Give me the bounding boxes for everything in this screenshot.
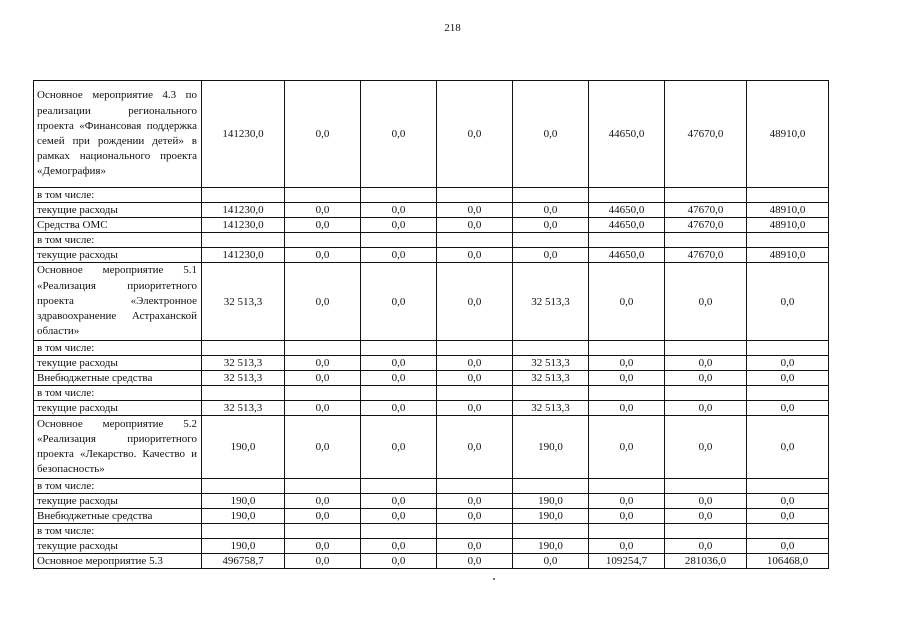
value-cell — [437, 524, 513, 539]
value-cell: 0,0 — [285, 263, 361, 341]
row-name-cell: Основное мероприятие 5.3 — [34, 554, 202, 569]
value-cell: 0,0 — [361, 554, 437, 569]
value-cell: 44650,0 — [589, 218, 665, 233]
value-cell — [285, 479, 361, 494]
value-cell: 0,0 — [361, 218, 437, 233]
row-name-cell: текущие расходы — [34, 248, 202, 263]
value-cell: 0,0 — [665, 263, 747, 341]
value-cell — [202, 479, 285, 494]
row-name-cell: в том числе: — [34, 524, 202, 539]
value-cell — [747, 188, 829, 203]
value-cell: 141230,0 — [202, 81, 285, 188]
value-cell — [747, 479, 829, 494]
value-cell: 0,0 — [437, 539, 513, 554]
row-name-cell: в том числе: — [34, 386, 202, 401]
value-cell: 0,0 — [665, 509, 747, 524]
value-cell: 32 513,3 — [202, 401, 285, 416]
value-cell: 0,0 — [285, 81, 361, 188]
value-cell: 32 513,3 — [202, 263, 285, 341]
row-name-cell: Основное мероприятие 4.3 по реализации регионального проекта «Финансовая поддержка семей при рождении детей» в рамках национального проекта «Демография» — [34, 81, 202, 188]
value-cell: 0,0 — [285, 509, 361, 524]
value-cell — [665, 341, 747, 356]
value-cell: 0,0 — [437, 401, 513, 416]
value-cell: 496758,7 — [202, 554, 285, 569]
table-row-subheading — [34, 479, 829, 494]
value-cell: 0,0 — [747, 539, 829, 554]
value-cell: 48910,0 — [747, 218, 829, 233]
value-cell — [589, 188, 665, 203]
value-cell: 0,0 — [437, 494, 513, 509]
row-name-cell: в том числе: — [34, 341, 202, 356]
value-cell: 0,0 — [361, 203, 437, 218]
value-cell: 0,0 — [437, 248, 513, 263]
value-cell: 0,0 — [361, 81, 437, 188]
value-cell: 0,0 — [589, 401, 665, 416]
value-cell — [285, 386, 361, 401]
value-cell: 0,0 — [361, 509, 437, 524]
value-cell: 0,0 — [747, 401, 829, 416]
row-name-cell: текущие расходы — [34, 494, 202, 509]
value-cell — [202, 524, 285, 539]
value-cell: 141230,0 — [202, 218, 285, 233]
value-cell: 0,0 — [747, 371, 829, 386]
value-cell: 0,0 — [589, 263, 665, 341]
value-cell: 190,0 — [513, 509, 589, 524]
row-name-cell: Основное мероприятие 5.2 «Реализация приоритетного проекта «Лекарство. Качество и безопасность» — [34, 416, 202, 479]
value-cell: 0,0 — [285, 371, 361, 386]
value-cell — [747, 386, 829, 401]
value-cell — [437, 341, 513, 356]
value-cell — [589, 386, 665, 401]
value-cell: 32 513,3 — [513, 263, 589, 341]
value-cell: 0,0 — [747, 356, 829, 371]
value-cell — [665, 386, 747, 401]
value-cell: 0,0 — [437, 263, 513, 341]
value-cell: 0,0 — [437, 218, 513, 233]
value-cell: 190,0 — [513, 494, 589, 509]
value-cell: 44650,0 — [589, 203, 665, 218]
value-cell: 0,0 — [285, 416, 361, 479]
value-cell — [513, 386, 589, 401]
table-row-measure — [34, 416, 829, 479]
value-cell: 0,0 — [285, 401, 361, 416]
value-cell: 190,0 — [202, 509, 285, 524]
value-cell: 0,0 — [285, 539, 361, 554]
value-cell: 0,0 — [589, 539, 665, 554]
table-row-subheading — [34, 341, 829, 356]
value-cell: 0,0 — [437, 371, 513, 386]
value-cell: 47670,0 — [665, 203, 747, 218]
value-cell: 32 513,3 — [202, 371, 285, 386]
value-cell — [747, 524, 829, 539]
value-cell — [202, 233, 285, 248]
value-cell: 0,0 — [437, 416, 513, 479]
budget-table — [33, 80, 829, 569]
value-cell — [437, 479, 513, 494]
table-row-measure — [34, 81, 829, 188]
value-cell — [285, 524, 361, 539]
value-cell: 0,0 — [437, 554, 513, 569]
value-cell — [589, 524, 665, 539]
value-cell: 0,0 — [589, 494, 665, 509]
table-row — [34, 554, 829, 569]
table-row — [34, 401, 829, 416]
value-cell: 0,0 — [361, 248, 437, 263]
table-row — [34, 203, 829, 218]
value-cell — [589, 233, 665, 248]
value-cell: 0,0 — [665, 416, 747, 479]
value-cell: 47670,0 — [665, 81, 747, 188]
row-name-cell: Внебюджетные средства — [34, 371, 202, 386]
page-number: 218 — [444, 22, 461, 34]
value-cell — [665, 233, 747, 248]
row-name-cell: в том числе: — [34, 479, 202, 494]
row-name-cell: текущие расходы — [34, 401, 202, 416]
value-cell: 0,0 — [361, 539, 437, 554]
value-cell — [202, 188, 285, 203]
value-cell — [513, 524, 589, 539]
value-cell: 190,0 — [202, 539, 285, 554]
value-cell: 0,0 — [665, 356, 747, 371]
value-cell: 281036,0 — [665, 554, 747, 569]
row-name-cell: Средства ОМС — [34, 218, 202, 233]
row-name-cell: в том числе: — [34, 233, 202, 248]
value-cell: 0,0 — [513, 554, 589, 569]
value-cell: 190,0 — [513, 416, 589, 479]
value-cell: 0,0 — [285, 218, 361, 233]
value-cell — [361, 233, 437, 248]
value-cell: 0,0 — [361, 416, 437, 479]
value-cell: 0,0 — [665, 371, 747, 386]
value-cell: 32 513,3 — [202, 356, 285, 371]
value-cell: 32 513,3 — [513, 401, 589, 416]
table-row-measure — [34, 263, 829, 341]
table-row — [34, 248, 829, 263]
value-cell: 190,0 — [202, 416, 285, 479]
value-cell: 0,0 — [437, 356, 513, 371]
value-cell — [513, 233, 589, 248]
value-cell — [202, 341, 285, 356]
value-cell: 0,0 — [361, 356, 437, 371]
value-cell — [285, 341, 361, 356]
value-cell — [361, 479, 437, 494]
row-name-cell: текущие расходы — [34, 203, 202, 218]
value-cell: 0,0 — [285, 356, 361, 371]
table-row — [34, 539, 829, 554]
value-cell — [665, 479, 747, 494]
value-cell — [361, 386, 437, 401]
value-cell — [361, 188, 437, 203]
value-cell: 47670,0 — [665, 248, 747, 263]
value-cell — [513, 341, 589, 356]
value-cell: 32 513,3 — [513, 371, 589, 386]
value-cell: 0,0 — [747, 263, 829, 341]
value-cell: 141230,0 — [202, 203, 285, 218]
table-row-subheading — [34, 233, 829, 248]
value-cell — [747, 341, 829, 356]
value-cell — [513, 188, 589, 203]
table-row-subheading — [34, 386, 829, 401]
value-cell: 0,0 — [437, 81, 513, 188]
value-cell: 47670,0 — [665, 218, 747, 233]
value-cell: 0,0 — [513, 203, 589, 218]
value-cell — [747, 233, 829, 248]
value-cell: 0,0 — [513, 81, 589, 188]
row-name-cell: Внебюджетные средства — [34, 509, 202, 524]
row-name-cell: текущие расходы — [34, 356, 202, 371]
value-cell: 0,0 — [285, 494, 361, 509]
value-cell: 0,0 — [589, 371, 665, 386]
value-cell: 0,0 — [665, 539, 747, 554]
value-cell — [437, 386, 513, 401]
value-cell: 0,0 — [361, 371, 437, 386]
table-body — [34, 81, 829, 569]
value-cell: 0,0 — [665, 494, 747, 509]
value-cell: 44650,0 — [589, 248, 665, 263]
value-cell: 48910,0 — [747, 248, 829, 263]
value-cell — [437, 233, 513, 248]
value-cell: 0,0 — [589, 356, 665, 371]
table-row — [34, 356, 829, 371]
value-cell: 0,0 — [747, 494, 829, 509]
value-cell: 0,0 — [285, 203, 361, 218]
row-name-cell: Основное мероприятие 5.1 «Реализация приоритетного проекта «Электронное здравоохранение Астраханской области» — [34, 263, 202, 341]
table-row — [34, 494, 829, 509]
table-row — [34, 371, 829, 386]
value-cell: 141230,0 — [202, 248, 285, 263]
value-cell: 48910,0 — [747, 203, 829, 218]
value-cell: 0,0 — [437, 509, 513, 524]
value-cell: 190,0 — [513, 539, 589, 554]
value-cell: 0,0 — [747, 509, 829, 524]
value-cell — [437, 188, 513, 203]
value-cell — [665, 524, 747, 539]
value-cell: 0,0 — [589, 416, 665, 479]
table-row-subheading — [34, 188, 829, 203]
value-cell: 0,0 — [361, 401, 437, 416]
row-name-cell: текущие расходы — [34, 539, 202, 554]
stray-dot — [493, 578, 495, 580]
value-cell — [513, 479, 589, 494]
value-cell — [361, 341, 437, 356]
value-cell: 106468,0 — [747, 554, 829, 569]
table-row — [34, 218, 829, 233]
value-cell: 109254,7 — [589, 554, 665, 569]
value-cell: 0,0 — [285, 248, 361, 263]
value-cell — [202, 386, 285, 401]
value-cell: 0,0 — [361, 263, 437, 341]
value-cell: 0,0 — [665, 401, 747, 416]
value-cell: 0,0 — [437, 203, 513, 218]
value-cell: 0,0 — [513, 218, 589, 233]
value-cell: 190,0 — [202, 494, 285, 509]
row-name-cell: в том числе: — [34, 188, 202, 203]
value-cell — [665, 188, 747, 203]
value-cell: 32 513,3 — [513, 356, 589, 371]
value-cell: 48910,0 — [747, 81, 829, 188]
value-cell — [285, 233, 361, 248]
value-cell: 0,0 — [285, 554, 361, 569]
value-cell — [361, 524, 437, 539]
value-cell — [285, 188, 361, 203]
value-cell — [589, 479, 665, 494]
table-row-subheading — [34, 524, 829, 539]
value-cell: 0,0 — [589, 509, 665, 524]
table-row — [34, 509, 829, 524]
value-cell: 0,0 — [513, 248, 589, 263]
value-cell — [589, 341, 665, 356]
value-cell: 44650,0 — [589, 81, 665, 188]
value-cell: 0,0 — [747, 416, 829, 479]
value-cell: 0,0 — [361, 494, 437, 509]
